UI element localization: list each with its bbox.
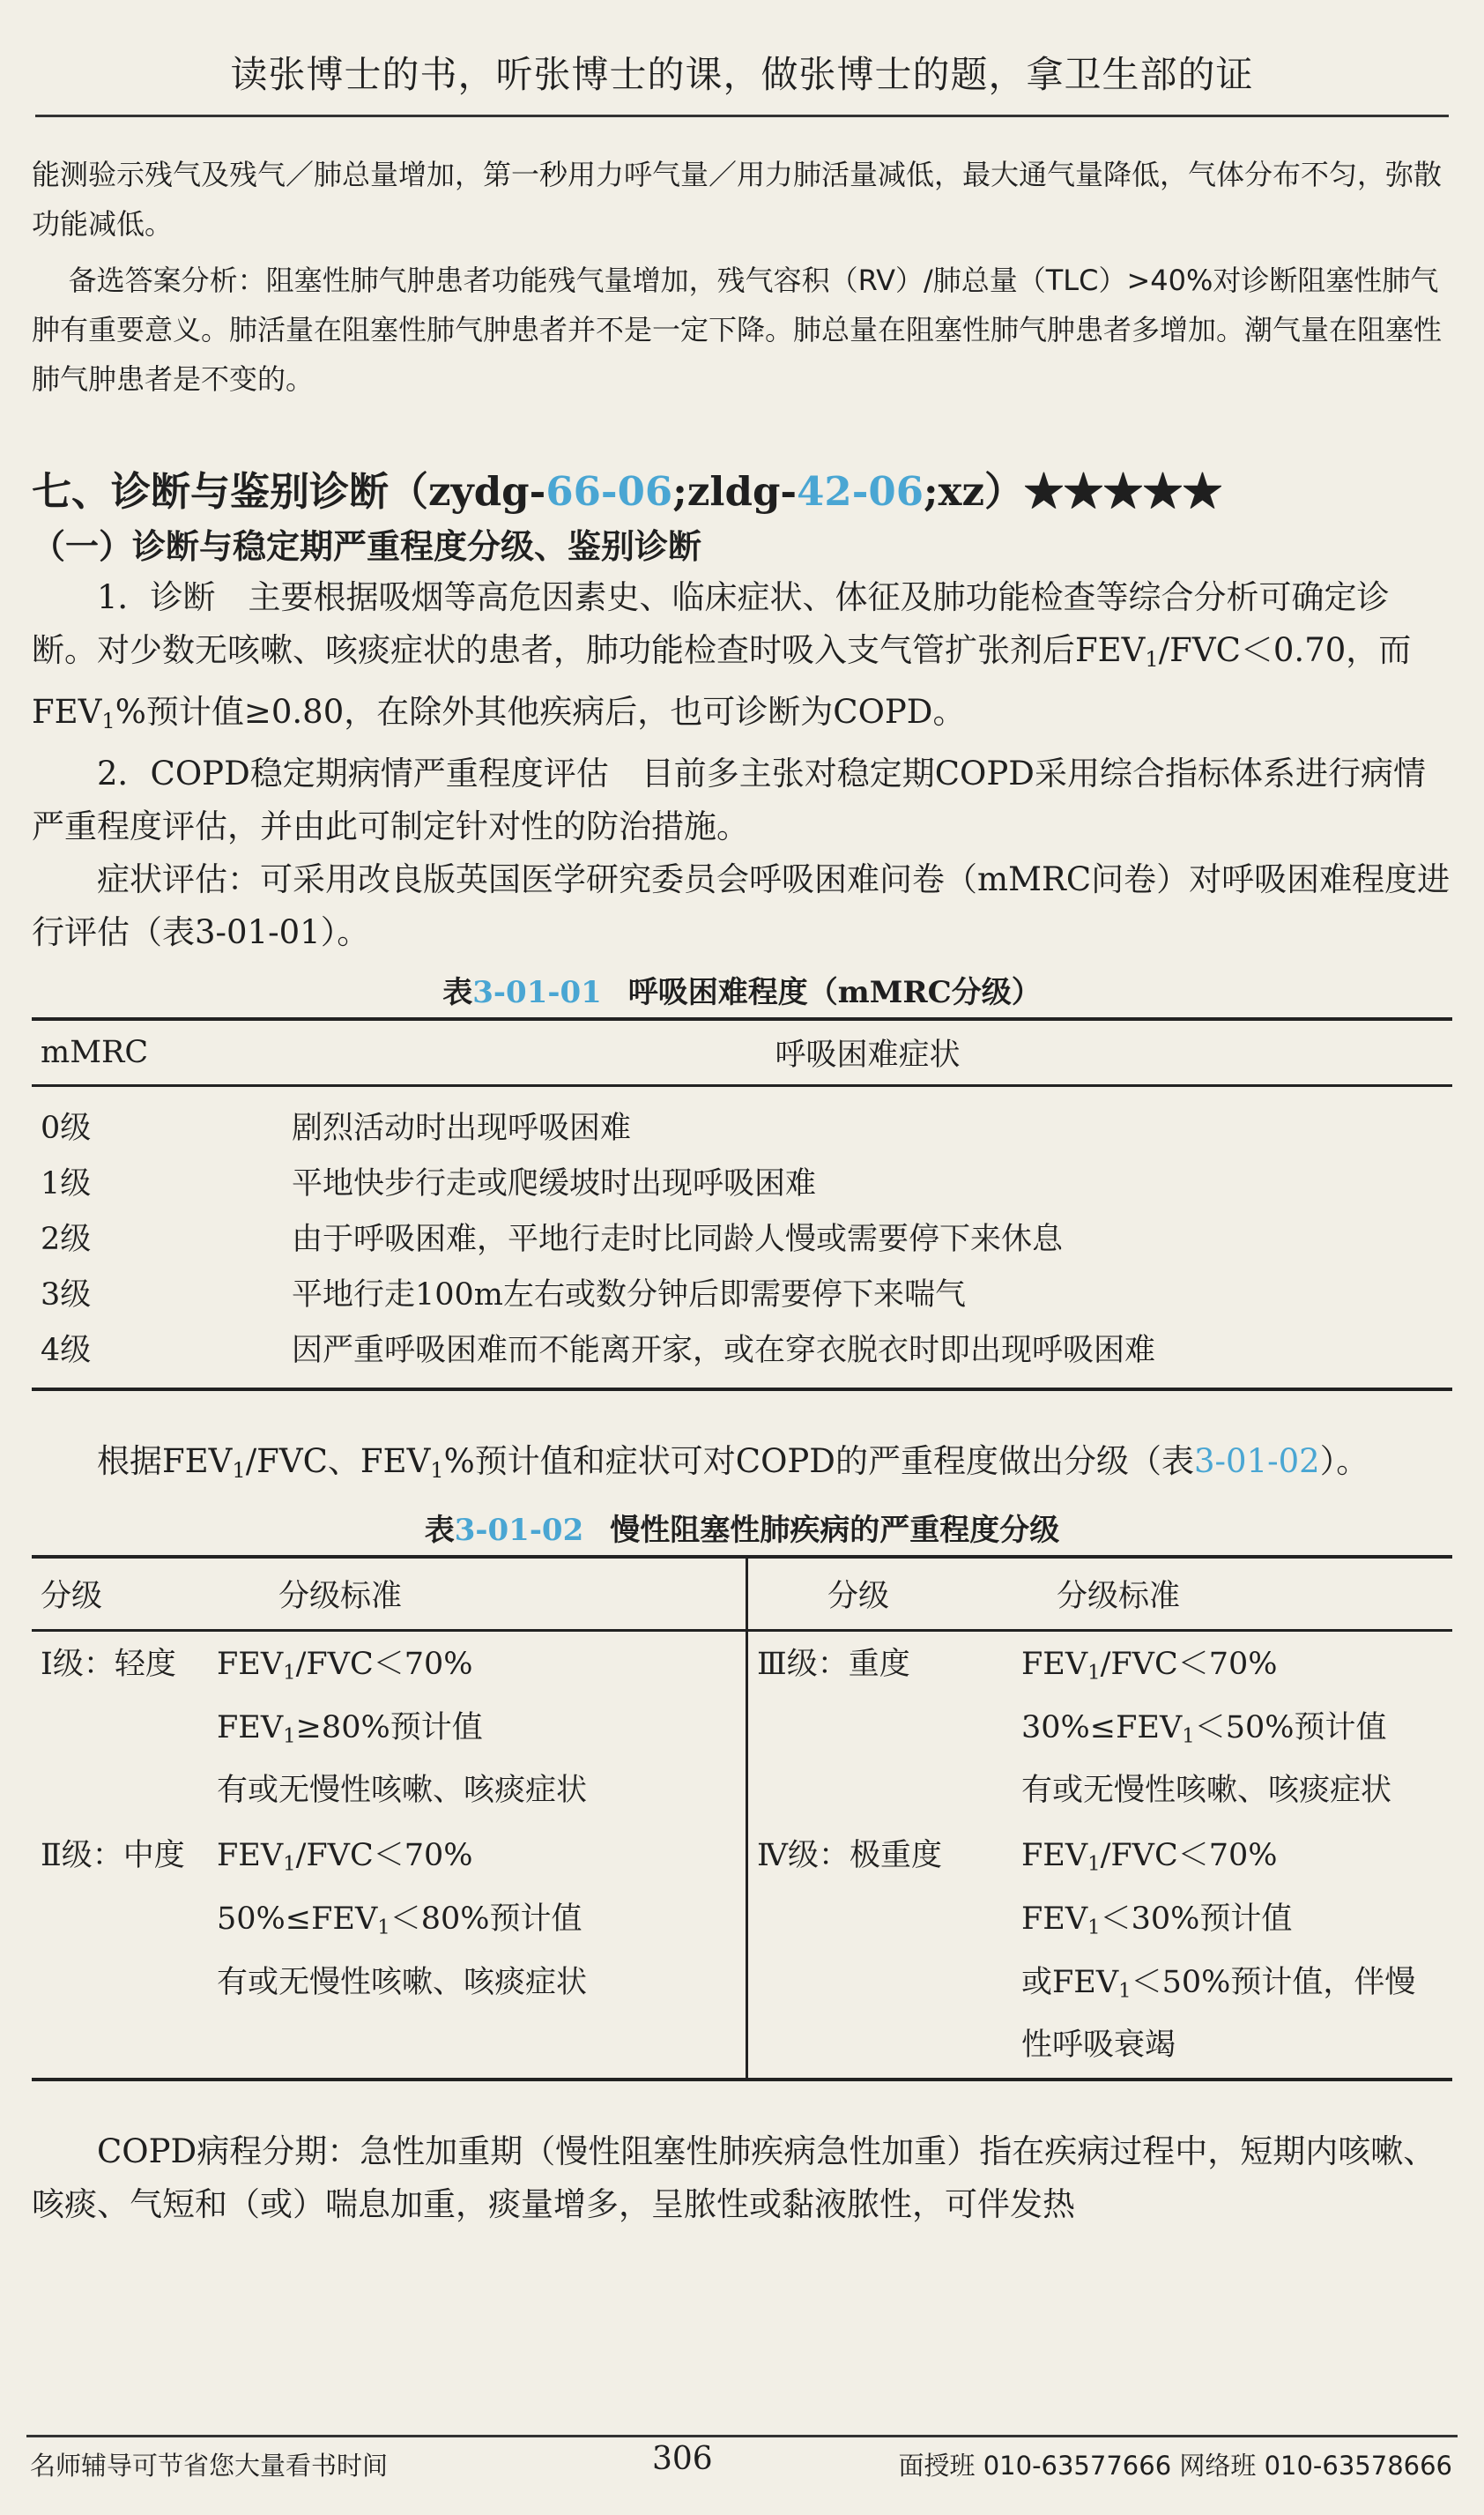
section-code-2: 42-06 — [797, 468, 924, 515]
table-cell: Ⅳ级：极重度 — [757, 1838, 942, 1874]
section-title: 七、诊断与鉴别诊断（zydg-66-06;zldg-42-06;xz）★★★★★ — [32, 468, 1223, 515]
table-cell: 4级 — [41, 1332, 92, 1368]
diagnosis-paragraph: 1．诊断 主要根据吸烟等高危因素史、临床症状、体征及肺功能检查等综合分析可确定诊断。对少数无咳嗽、咳痰症状的患者，肺功能检查时吸入支气管扩张剂后$FEV_1/FVC<0.70$，而$FEV_1\%$预计值≥0.80，在除外其他疾病后，也可诊断为COPD。 — [32, 578, 1412, 733]
course-paragraph: COPD病程分期：急性加重期（慢性阻塞性肺疾病急性加重）指在疾病过程中，短期内咳嗽、咳痰、气短和（或）喘息加重，痰量增多，呈脓性或黏液脓性，可伴发热 — [32, 2132, 1436, 2224]
table-header-cell: 分级 — [41, 1579, 103, 1614]
table-cell: 0级 — [41, 1110, 92, 1146]
page-number: 306 — [652, 2441, 713, 2477]
symptom-paragraph: 症状评估：可采用改良版英国医学研究委员会呼吸困难问卷（mMRC问卷）对呼吸困难程度进行评估（表3-01-01）。 — [32, 860, 1451, 951]
table-row — [32, 1086, 1452, 1154]
table-row — [32, 1209, 1452, 1264]
section-code-1: 66-06 — [545, 468, 673, 515]
intro-paragraph: 能测验示残气及残气／肺总量增加，第一秒用力呼气量／用力肺活量减低，最大通气量降低，气体分布不匀，弥散功能减低。 — [32, 158, 1443, 241]
table-cell: Ⅰ级：轻度 — [41, 1647, 176, 1682]
table-cell: 剧烈活动时出现呼吸困难 — [292, 1110, 632, 1146]
table-ref-link: 3-01-02 — [1193, 1442, 1320, 1480]
page-footer — [26, 2435, 1458, 2490]
severity-table — [32, 1555, 1452, 2081]
table-cell: 平地行走100m左右或数分钟后即需要停下来喘气 — [292, 1276, 966, 1313]
table-cell: $FEV_1/FVC<70\%$ $50\%\le FEV_1<80\%$预计值 有或无慢性咳嗽、咳痰症状 — [208, 1823, 747, 2080]
mmrc-table — [32, 1017, 1452, 1391]
table-row — [32, 1320, 1452, 1389]
header-title: 读张博士的书，听张博士的课，做张博士的题，拿卫生部的证 — [230, 53, 1254, 96]
table-cell: $FEV_1/FVC<70\%$ $30\%\le FEV_1<50\%$预计值 有或无慢性咳嗽、咳痰症状 — [1021, 1647, 1392, 1809]
table-row — [32, 1631, 1452, 1824]
table-row — [32, 1264, 1452, 1320]
page-header — [35, 35, 1449, 117]
assessment-paragraph: 2．COPD稳定期病情严重程度评估 目前多主张对稳定期COPD采用综合指标体系进行病情严重程度评估，并由此可制定针对性的防治措施。 — [32, 755, 1426, 845]
table1-caption: 表3-01-01 呼吸困难程度（mMRC分级） — [442, 975, 1042, 1010]
grading-paragraph: 根据$FEV_1$/FVC、$FEV_1\%$预计值和症状可对COPD的严重程度做出分级（表3-01-02）。 — [97, 1442, 1369, 1483]
table-header-cell: 呼吸困难症状 — [775, 1038, 961, 1073]
footer-slogan: 名师辅导可节省您大量看书时间 — [30, 2451, 389, 2481]
table-header-row — [32, 1019, 1452, 1086]
table-header-cell: 分级标准 — [1057, 1579, 1181, 1614]
footer-contact: 面授班 010-63577666 网络班 010-63578666 — [898, 2451, 1452, 2481]
table-cell: 3级 — [41, 1276, 92, 1313]
table-header-cell: 分级标准 — [208, 1557, 747, 1631]
table-cell: 因严重呼吸困难而不能离开家，或在穿衣脱衣时即出现呼吸困难 — [292, 1332, 1156, 1368]
page-content — [32, 150, 1452, 2231]
table-cell: $FEV_1/FVC<70\%$ $FEV_1<30\%$预计值 或$FEV_1<50\%$预计值，伴慢性呼吸衰竭 — [1021, 1838, 1416, 2064]
table-cell: Ⅲ级：重度 — [757, 1647, 910, 1682]
table-cell: 由于呼吸困难，平地行走时比同龄人慢或需要停下来休息 — [292, 1221, 1064, 1257]
table2-caption: 表3-01-02 慢性阻塞性肺疾病的严重程度分级 — [424, 1513, 1060, 1548]
table-row — [32, 1153, 1452, 1209]
table-header-row — [32, 1557, 1452, 1631]
table-header-cell: 分级 — [827, 1579, 890, 1614]
table-cell: $FEV_1/FVC<70\%$ $FEV_1\ge 80\%$预计值 有或无慢性咳嗽、咳痰症状 — [208, 1631, 747, 1824]
table-cell: 2级 — [41, 1221, 92, 1257]
table-header-cell: mMRC — [41, 1035, 149, 1070]
subsection-heading: （一）诊断与稳定期严重程度分级、鉴别诊断 — [32, 526, 702, 566]
table-cell: 1级 — [41, 1165, 92, 1202]
table-cell: Ⅱ级：中度 — [41, 1838, 185, 1874]
answer-analysis-paragraph: 备选答案分析：阻塞性肺气肿患者功能残气量增加，残气容积（RV）/肺总量（TLC）>40%对诊断阻塞性肺气肿有重要意义。肺活量在阻塞性肺气肿患者并不是一定下降。肺总量在阻塞性肺气肿患者多增加。潮气量在阻塞性肺气肿患者是不变的。 — [32, 264, 1443, 396]
table-cell: 平地快步行走或爬缓坡时出现呼吸困难 — [292, 1165, 817, 1202]
table-row — [32, 1823, 1452, 2080]
